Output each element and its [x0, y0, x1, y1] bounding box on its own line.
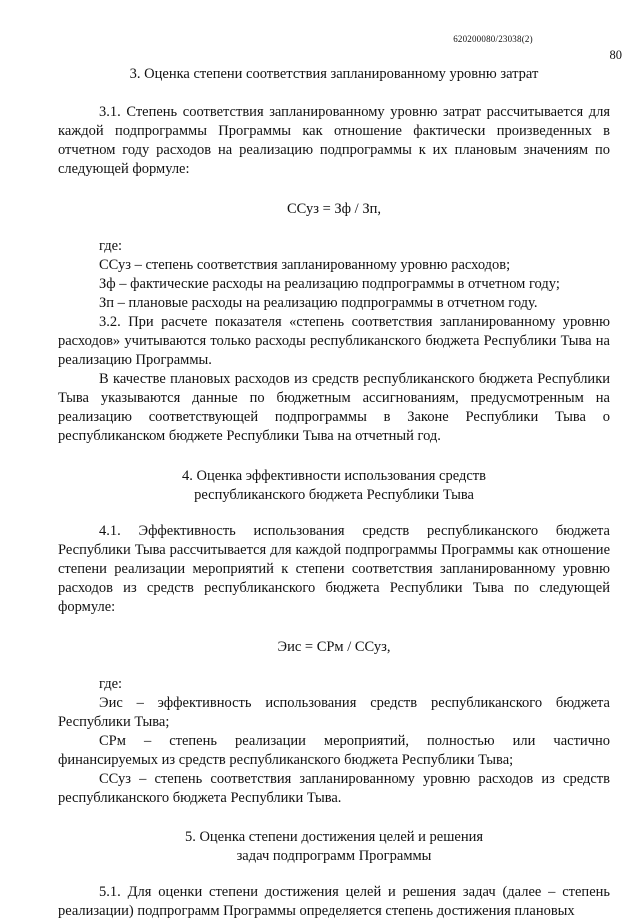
section-3-where-label: где:: [99, 238, 123, 254]
section-3-definition-2: Зф – фактические расходы на реализацию подпрограммы в отчетном году;: [99, 276, 560, 292]
section-5-paragraph-1: 5.1. Для оценки степени достижения целей и решения задач (далее – степень реализации) подпрограмм Программы определяется степень достижения плановых: [58, 884, 610, 919]
page-number: 80: [609, 48, 622, 62]
section-4-formula: Эис = СРм / ССуз,: [277, 639, 391, 655]
section-3-definition-3: Зп – плановые расходы на реализацию подпрограммы в отчетном году.: [99, 295, 538, 311]
section-4-definition-2: СРм – степень реализации мероприятий, полностью или частично финансируемых из средств республиканского бюджета Республики Тыва;: [58, 733, 610, 768]
section-4-where-label: где:: [99, 676, 123, 692]
section-3-formula: ССуз = Зф / Зп,: [287, 201, 381, 217]
section-3-paragraph-1: 3.1. Степень соответствия запланированному уровню затрат рассчитывается для каждой подпрограммы Программы как отношение фактически произведенных в отчетном году расходов на реализацию подпрограммы к их плановым значениям по следующей формуле:: [58, 104, 610, 177]
section-4-definition-3: ССуз – степень соответствия запланированному уровню расходов из средств республиканского бюджета Республики Тыва.: [58, 771, 610, 806]
document-code: 620200080/23038(2): [453, 34, 533, 44]
section-4-paragraph-1: 4.1. Эффективность использования средств республиканского бюджета Республики Тыва рассчитывается для каждой подпрограммы Программы как отношение степени реализации мероприятий к степени соответствия запланированному уровню расходов из средств республиканского бюджета Республики Тыва по следующей формуле:: [58, 523, 610, 615]
section-3-definition-1: ССуз – степень соответствия запланированному уровню расходов;: [99, 257, 511, 273]
section-3-title: 3. Оценка степени соответствия запланированному уровню затрат: [129, 66, 539, 82]
document-body: [58, 65, 610, 921]
section-3-paragraph-2: 3.2. При расчете показателя «степень соответствия запланированному уровню расходов» учитываются только расходы республиканского бюджета Республики Тыва на реализацию Программы.: [58, 314, 610, 368]
section-4-title-line-2: республиканского бюджета Республики Тыва: [194, 487, 474, 503]
section-4-definition-1: Эис – эффективность использования средств республиканского бюджета Республики Тыва;: [58, 695, 610, 730]
section-4-title-line-1: 4. Оценка эффективности использования средств: [181, 468, 486, 484]
section-5-title-line-2: задач подпрограмм Программы: [236, 848, 432, 864]
section-3-paragraph-3: В качестве плановых расходов из средств республиканского бюджета Республики Тыва указываются данные по бюджетным ассигнованиям, предусмотренным на реализацию соответствующей подпрограммы в Законе Республики Тыва о республиканском бюджете Республики Тыва на отчетный год.: [58, 371, 610, 444]
section-5-title-line-1: 5. Оценка степени достижения целей и решения: [184, 829, 484, 845]
